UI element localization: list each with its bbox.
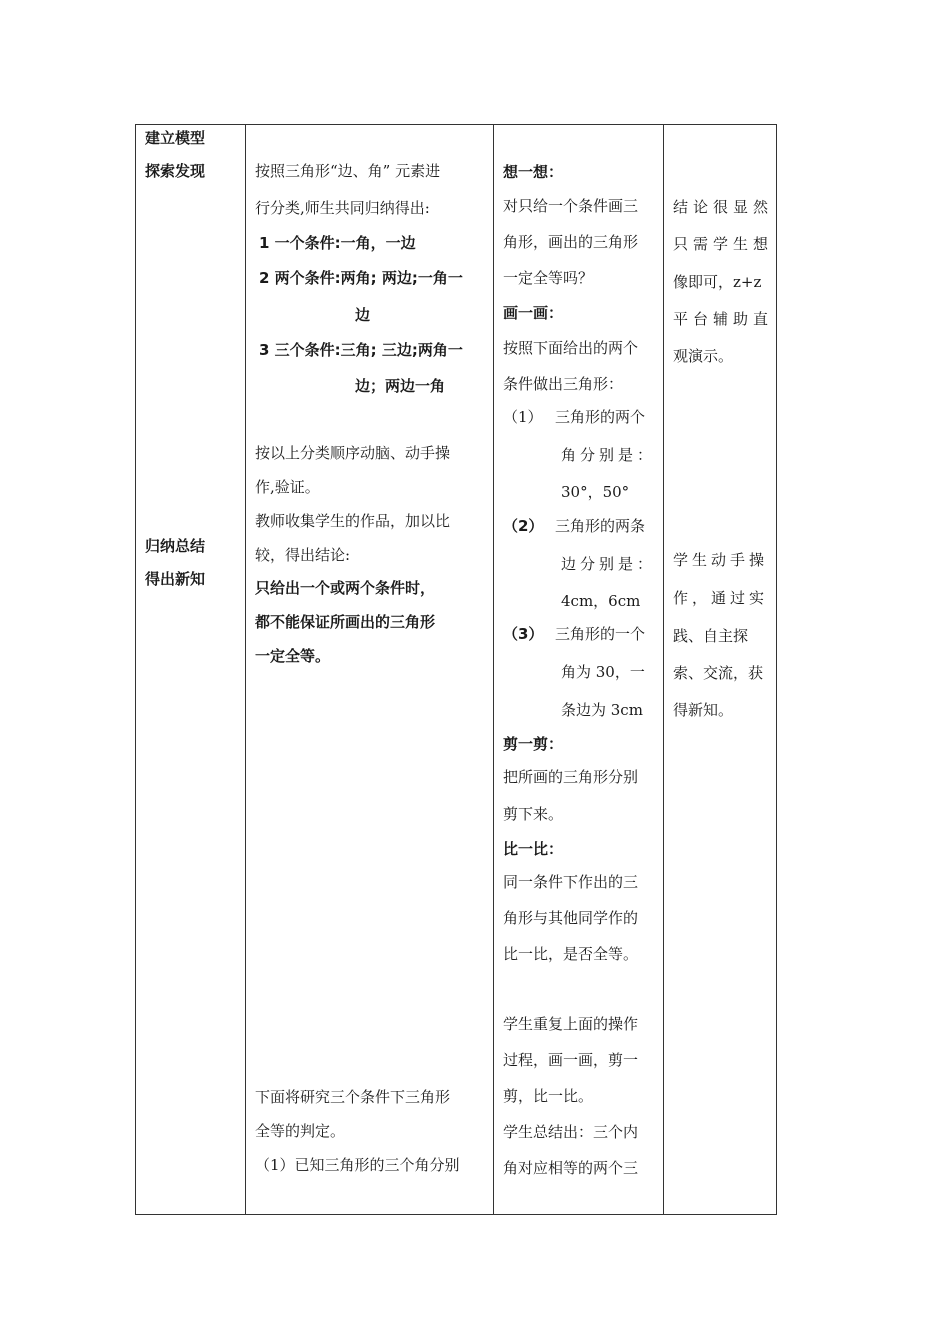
text-line: 较，得出结论: xyxy=(255,546,351,564)
text-line: 下面将研究三个条件下三角形 xyxy=(255,1088,451,1106)
text-line: 行分类,师生共同归纳得出: xyxy=(255,199,430,217)
text-line: 一定全等。 xyxy=(255,647,331,665)
column-divider xyxy=(245,124,246,1215)
text-line: 三角形的两个 xyxy=(555,408,646,426)
text-line: 30°，50° xyxy=(561,483,630,501)
text-line: 三角形的两条 xyxy=(555,517,646,535)
text-line: 按照三角形“边、角” 元素进 xyxy=(255,162,441,180)
phase-label: 建立模型 xyxy=(145,129,206,147)
text-line: 边分别是： xyxy=(561,555,657,573)
text-line: 边；两边一角 xyxy=(355,377,446,395)
text-line: 践、自主探 xyxy=(673,627,749,645)
text-line: 结论很显然 xyxy=(673,198,774,216)
text-line: 角分别是： xyxy=(561,446,657,464)
text-line: 同一条件下作出的三 xyxy=(503,873,639,891)
text-line: 只给出一个或两个条件时， xyxy=(255,579,436,597)
text-line: 角为 30，一 xyxy=(561,663,645,681)
text-line: 全等的判定。 xyxy=(255,1122,346,1140)
text-line: 剪，比一比。 xyxy=(503,1087,594,1105)
text-line: 学生动手操 xyxy=(673,551,769,569)
text-line: 学生重复上面的操作 xyxy=(503,1015,639,1033)
text-line: 角形与其他同学作的 xyxy=(503,909,639,927)
text-line: 2 两个条件:两角; 两边;一角一 xyxy=(259,269,463,287)
text-line: 三角形的一个 xyxy=(555,625,646,643)
text-line: 像即可，z+z xyxy=(673,273,762,291)
phase-label: 归纳总结 xyxy=(145,537,206,555)
section-heading: 想一想： xyxy=(503,163,564,181)
section-heading: 剪一剪： xyxy=(503,735,564,753)
text-line: 过程，画一画，剪一 xyxy=(503,1051,639,1069)
text-line: 按照下面给出的两个 xyxy=(503,339,639,357)
text-line: 都不能保证所画出的三角形 xyxy=(255,613,436,631)
text-line: 对只给一个条件画三 xyxy=(503,197,639,215)
text-line: 把所画的三角形分别 xyxy=(503,768,639,786)
list-number: （3） xyxy=(503,625,544,643)
text-line: 1 一个条件:一角，一边 xyxy=(259,234,416,252)
text-line: 比一比，是否全等。 xyxy=(503,945,639,963)
section-heading: 画一画： xyxy=(503,304,564,322)
phase-label: 探索发现 xyxy=(145,162,206,180)
text-line: 4cm，6cm xyxy=(561,592,641,610)
list-number: （1） xyxy=(503,408,543,426)
text-line: 3 三个条件:三角; 三边;两角一 xyxy=(259,341,463,359)
text-line: 条边为 3cm xyxy=(561,701,643,719)
text-line: 索、交流，获 xyxy=(673,664,764,682)
text-line: 角对应相等的两个三 xyxy=(503,1159,639,1177)
text-line: 只需学生想 xyxy=(673,235,774,253)
text-line: 学生总结出：三个内 xyxy=(503,1123,639,1141)
text-line: （1）已知三角形的三个角分别 xyxy=(255,1156,460,1174)
phase-label: 得出新知 xyxy=(145,570,206,588)
text-line: 观演示。 xyxy=(673,347,734,365)
text-line: 教师收集学生的作品，加以比 xyxy=(255,512,451,530)
text-line: 边 xyxy=(355,306,371,324)
text-line: 得新知。 xyxy=(673,701,734,719)
text-line: 剪下来。 xyxy=(503,805,564,823)
section-heading: 比一比： xyxy=(503,840,564,858)
text-line: 作，通过实 xyxy=(673,589,769,607)
text-line: 角形，画出的三角形 xyxy=(503,233,639,251)
text-line: 作,验证。 xyxy=(255,478,320,496)
text-line: 一定全等吗？ xyxy=(503,269,594,287)
column-divider xyxy=(493,124,494,1215)
text-line: 按以上分类顺序动脑、动手操 xyxy=(255,444,451,462)
list-number: （2） xyxy=(503,517,544,535)
text-line: 平台辅助直 xyxy=(673,310,774,328)
column-divider xyxy=(663,124,664,1215)
text-line: 条件做出三角形： xyxy=(503,375,624,393)
